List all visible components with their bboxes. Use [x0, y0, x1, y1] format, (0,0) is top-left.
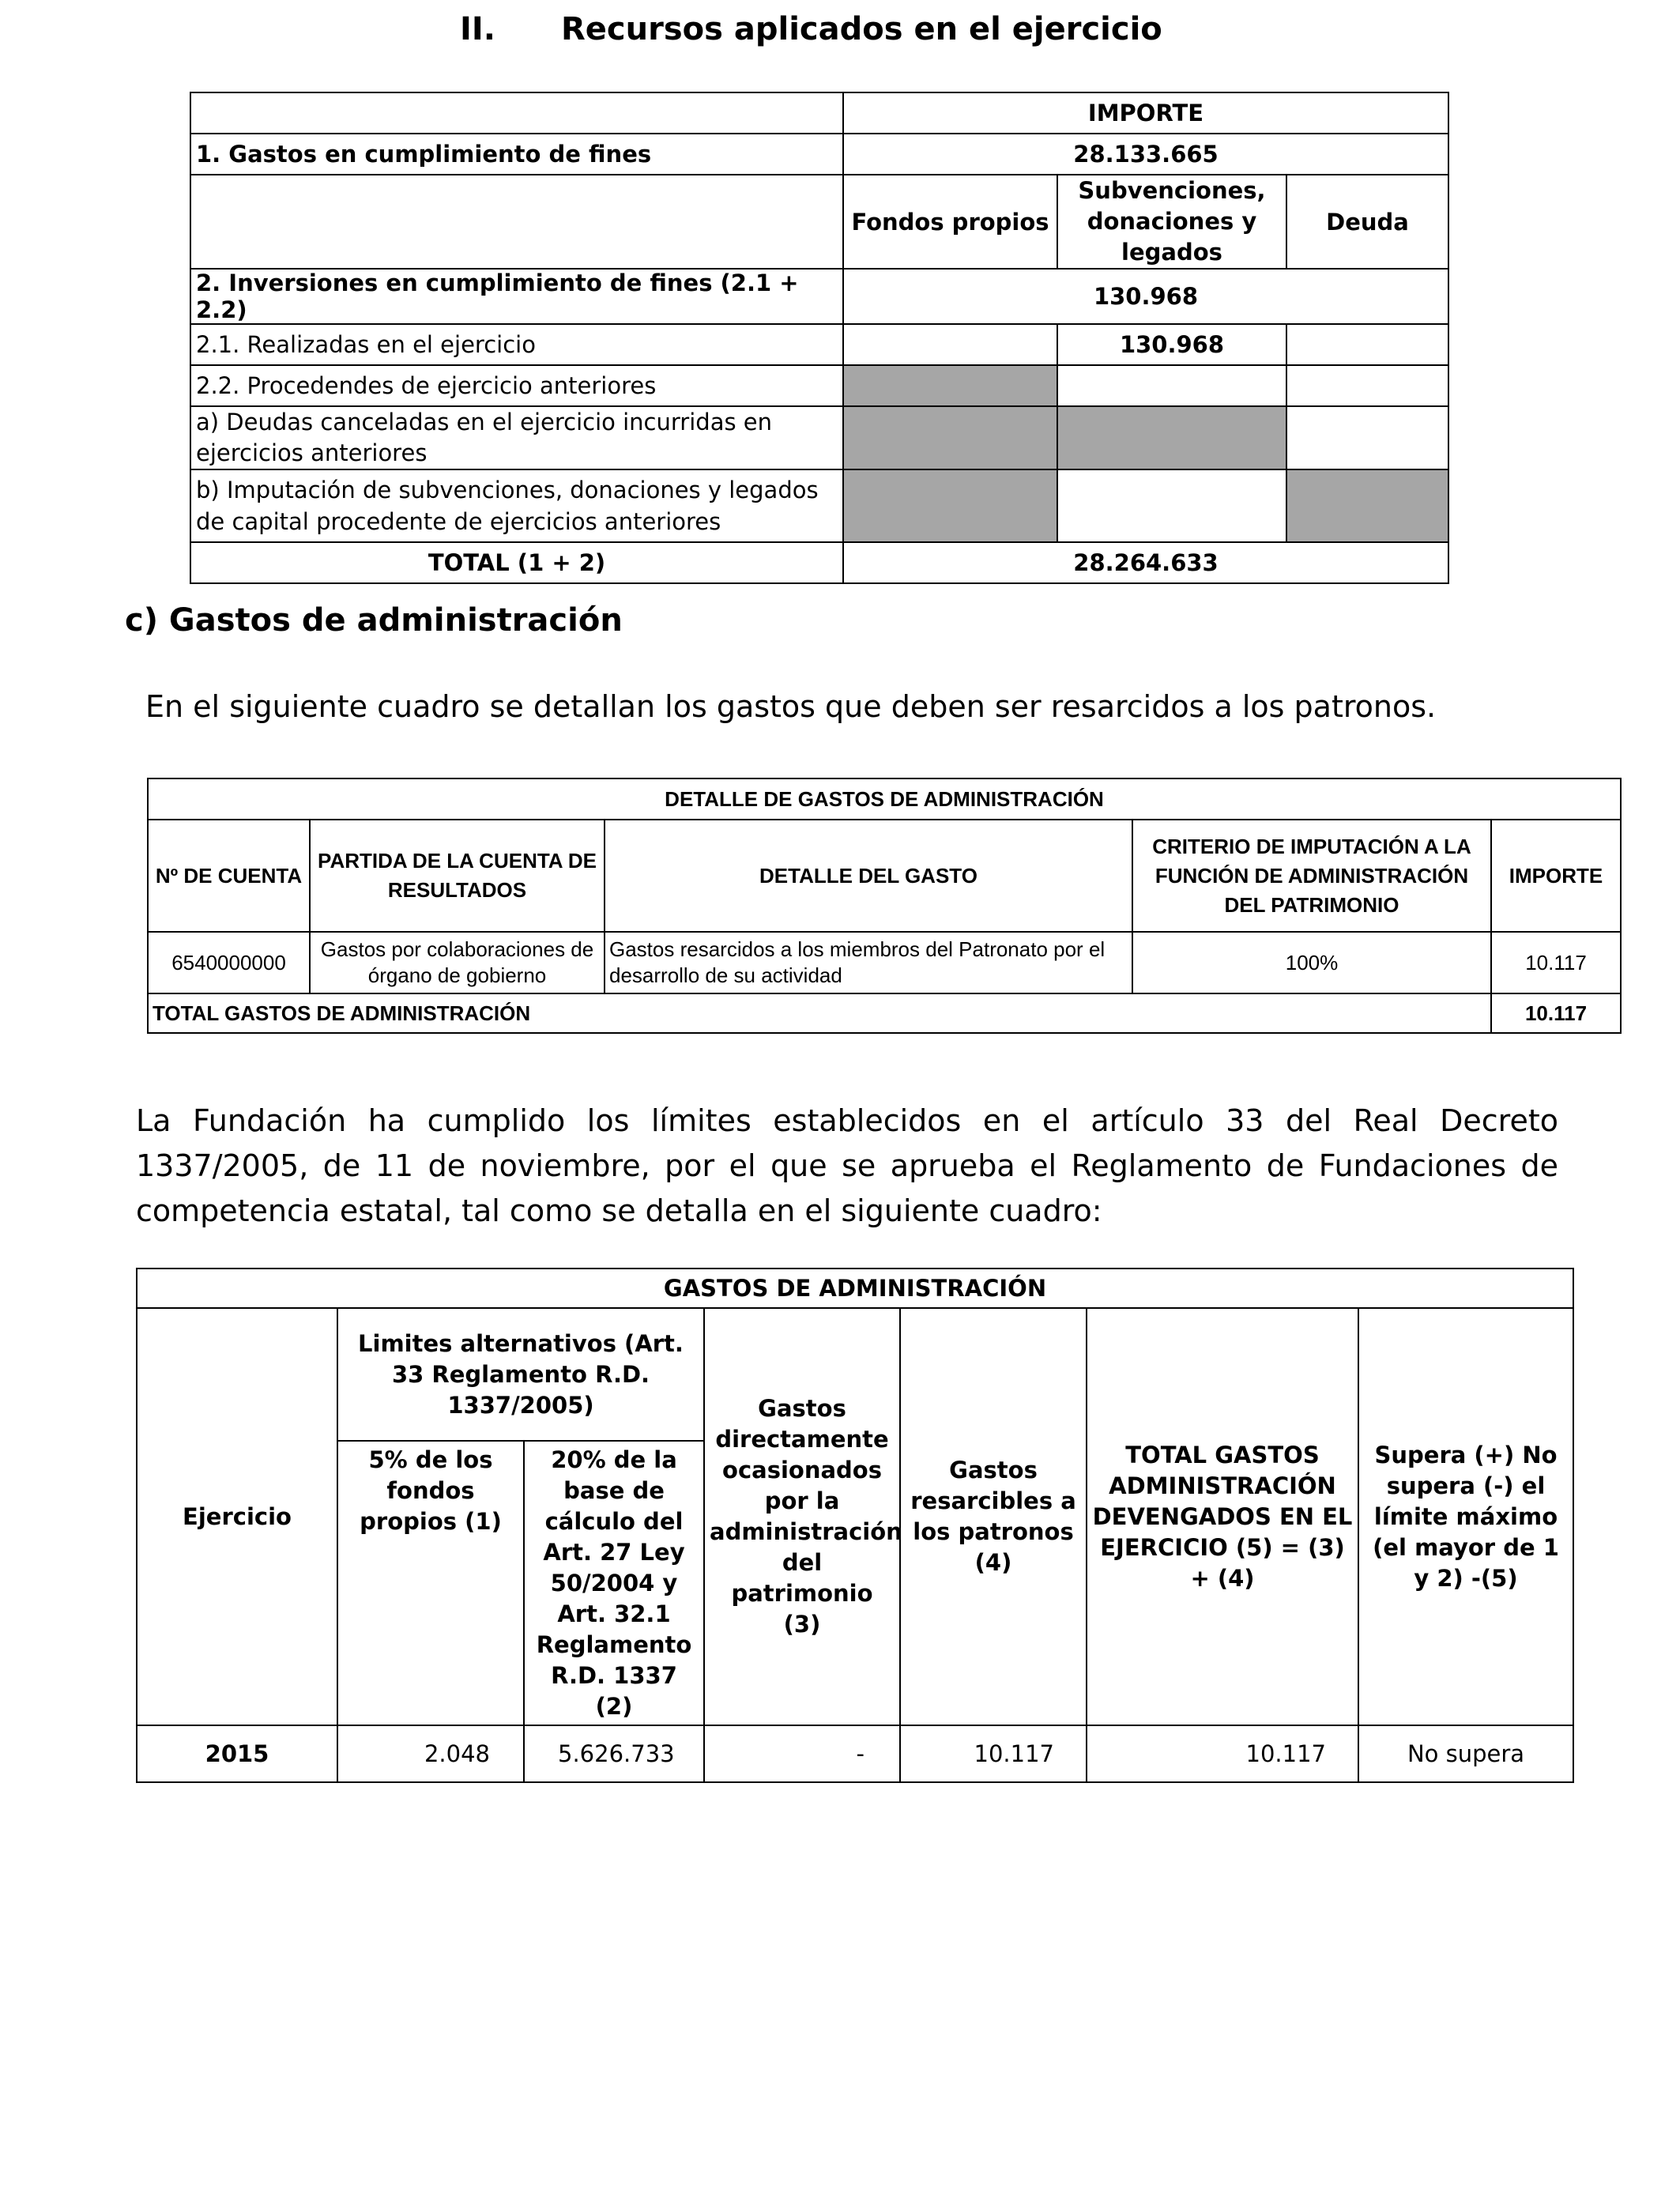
empty-cell: [1286, 324, 1448, 365]
row-label: a) Deudas canceladas en el ejercicio incurridas en ejercicios anteriores: [190, 406, 843, 469]
table-title: GASTOS DE ADMINISTRACIÓN: [137, 1269, 1573, 1308]
row-label: 2.1. Realizadas en el ejercicio: [190, 324, 843, 365]
total-value: 28.264.633: [843, 542, 1448, 583]
table-row: [190, 324, 1448, 365]
column-header: Nº DE CUENTA: [148, 820, 310, 932]
table-row: [148, 778, 1621, 820]
gastos-administracion-table: [136, 1268, 1574, 1783]
section-heading: [460, 11, 1162, 47]
column-header: 5% de los fondos propios (1): [337, 1441, 524, 1725]
empty-cell: [1057, 365, 1286, 406]
column-header: Deuda: [1286, 175, 1448, 269]
empty-cell: [190, 175, 843, 269]
empty-cell: [843, 324, 1057, 365]
table-row: [137, 1725, 1573, 1782]
five-pct-cell: 2.048: [337, 1725, 524, 1782]
column-header: Limites alternativos (Art. 33 Reglamento R.D. 1337/2005): [337, 1308, 704, 1441]
importe-header: IMPORTE: [843, 92, 1448, 134]
detalle-cell: Gastos resarcidos a los miembros del Patronato por el desarrollo de su actividad: [605, 932, 1132, 993]
table-row: [190, 469, 1448, 542]
table-row: [148, 993, 1621, 1033]
table-row: [190, 365, 1448, 406]
table-row: [190, 269, 1448, 324]
table-title: DETALLE DE GASTOS DE ADMINISTRACIÓN: [148, 778, 1621, 820]
gastos-directos-cell: -: [704, 1725, 900, 1782]
row-label: 2.2. Procedendes de ejercicio anteriores: [190, 365, 843, 406]
total-label: TOTAL (1 + 2): [190, 542, 843, 583]
table-row: [190, 92, 1448, 134]
body-paragraph: La Fundación ha cumplido los límites establecidos en el artículo 33 del Real Decreto 1337/2005, de 11 de noviembre, por el que se aprueba el Reglamento de Fundaciones de competencia estatal, tal como se detalla en el siguiente cuadro:: [136, 1103, 1558, 1228]
column-header: PARTIDA DE LA CUENTA DE RESULTADOS: [310, 820, 605, 932]
table-row: [137, 1269, 1573, 1308]
resarcibles-cell: 10.117: [900, 1725, 1087, 1782]
column-header: Supera (+) No supera (-) el límite máximo (el mayor de 1 y 2) -(5): [1358, 1308, 1573, 1725]
empty-cell: [1286, 406, 1448, 469]
importe-cell: 10.117: [1491, 932, 1621, 993]
row-value: 130.968: [1057, 324, 1286, 365]
table-row: [190, 406, 1448, 469]
subsection-title: c) Gastos de administración: [125, 602, 623, 639]
table-row: [190, 542, 1448, 583]
total-label: TOTAL GASTOS DE ADMINISTRACIÓN: [148, 993, 1491, 1033]
shaded-cell: [1057, 406, 1286, 469]
table-row: [190, 134, 1448, 175]
table-row: [190, 175, 1448, 269]
row-value: 130.968: [843, 269, 1448, 324]
empty-cell: [190, 92, 843, 134]
intro-text: En el siguiente cuadro se detallan los gastos que deben ser resarcidos a los patronos.: [145, 689, 1437, 724]
column-header: CRITERIO DE IMPUTACIÓN A LA FUNCIÓN DE ADMINISTRACIÓN DEL PATRIMONIO: [1132, 820, 1491, 932]
shaded-cell: [843, 406, 1057, 469]
twenty-pct-cell: 5.626.733: [524, 1725, 704, 1782]
column-header: IMPORTE: [1491, 820, 1621, 932]
account-number: 6540000000: [148, 932, 310, 993]
table-row: [137, 1308, 1573, 1441]
section-number: II.: [460, 11, 495, 47]
total-cell: 10.117: [1087, 1725, 1358, 1782]
column-header: DETALLE DEL GASTO: [605, 820, 1132, 932]
section-title: Recursos aplicados en el ejercicio: [561, 11, 1162, 47]
row-label: b) Imputación de subvenciones, donaciones y legados de capital procedente de ejercicios anteriores: [190, 469, 843, 542]
criterio-cell: 100%: [1132, 932, 1491, 993]
shaded-cell: [1286, 469, 1448, 542]
partida-cell: Gastos por colaboraciones de órgano de gobierno: [310, 932, 605, 993]
column-header: TOTAL GASTOS ADMINISTRACIÓN DEVENGADOS EN EL EJERCICIO (5) = (3) + (4): [1087, 1308, 1358, 1725]
row-label: 1. Gastos en cumplimiento de fines: [190, 134, 843, 175]
supera-cell: No supera: [1358, 1725, 1573, 1782]
column-header: 20% de la base de cálculo del Art. 27 Ley 50/2004 y Art. 32.1 Reglamento R.D. 1337 (2): [524, 1441, 704, 1725]
column-header: Gastos resarcibles a los patronos (4): [900, 1308, 1087, 1725]
column-header: Subvenciones, donaciones y legados: [1057, 175, 1286, 269]
recursos-table: [190, 92, 1449, 584]
table-row: [148, 932, 1621, 993]
ejercicio-cell: 2015: [137, 1725, 337, 1782]
column-header: Gastos directamente ocasionados por la administración del patrimonio (3): [704, 1308, 900, 1725]
table-row: [148, 820, 1621, 932]
empty-cell: [1286, 365, 1448, 406]
row-label: 2. Inversiones en cumplimiento de fines (2.1 + 2.2): [190, 269, 843, 324]
empty-cell: [1057, 469, 1286, 542]
column-header: Ejercicio: [137, 1308, 337, 1725]
shaded-cell: [843, 365, 1057, 406]
shaded-cell: [843, 469, 1057, 542]
detalle-gastos-table: [147, 778, 1622, 1034]
row-value: 28.133.665: [843, 134, 1448, 175]
column-header: Fondos propios: [843, 175, 1057, 269]
total-value: 10.117: [1491, 993, 1621, 1033]
